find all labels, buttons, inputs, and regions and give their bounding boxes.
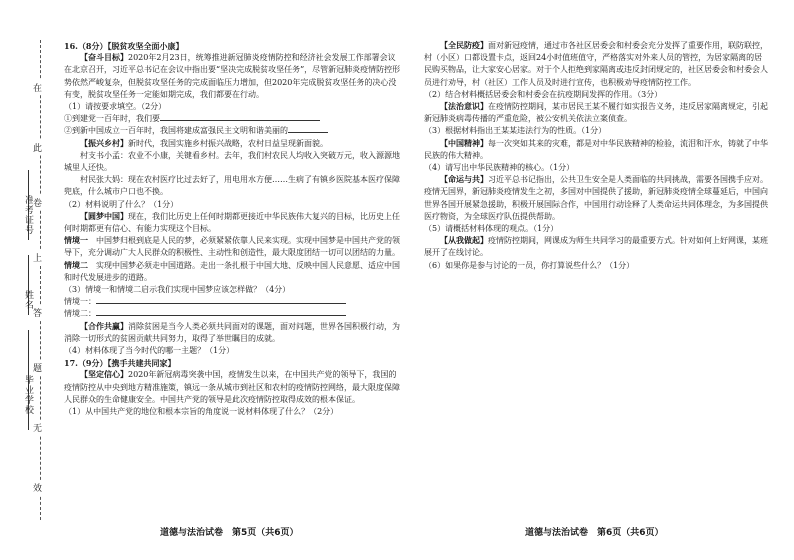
material-rural bbox=[64, 138, 402, 150]
sub-question-17-6: （6）如果你是参与讨论的一员，你打算说些什么？（1分） bbox=[424, 260, 635, 270]
tag-self: 【从我做起】 bbox=[440, 236, 488, 246]
fill-1 bbox=[64, 113, 402, 125]
context-1-text: 中国梦归根到底是人民的梦，必须紧紧依靠人民来实现。实现中国梦是中国共产党的领导下，充分调动广大人民群众的积极性、主动性和创造性，最大限度团结一切可以团结的力量。 bbox=[64, 236, 400, 258]
tag-spirit: 【中国精神】 bbox=[440, 138, 488, 148]
question-17-head: 17.（9分）【携手共建共同家】 bbox=[64, 358, 176, 369]
exam-id-label: 准考证号 bbox=[23, 195, 33, 235]
context-1-label: 情境一 bbox=[64, 236, 88, 246]
seal-char: 效 bbox=[33, 480, 42, 495]
tag-confidence: 【坚定信心】 bbox=[80, 370, 128, 380]
question-16-head: 16.（8分）【脱贫攻坚全面小康】 bbox=[64, 41, 184, 51]
material-goal bbox=[64, 52, 402, 101]
material-law-text: 在疫情防控期间，某市居民王某不履行如实报告义务，违反居家隔离规定，引起新冠肺炎病毒传播的严重危险，被公安机关依法立案侦查。 bbox=[424, 102, 768, 124]
answer-blank[interactable] bbox=[288, 132, 328, 133]
material-dream bbox=[64, 211, 402, 235]
seal-char: 答 bbox=[33, 305, 42, 320]
material-spirit-text: 每一次突如其来的灾难，都是对中华民族精神的检验，流泪和汗水，铸就了中华民族的伟大精神。 bbox=[424, 138, 768, 160]
material-self bbox=[424, 235, 769, 259]
fill-2-text: ②到新中国成立一百年时，我国将建成富强民主文明和谐美丽的 bbox=[64, 126, 288, 136]
sub-question-17-1: （1）从中国共产党的地位和根本宗旨的角度说一说材料体现了什么？（2分） bbox=[64, 407, 339, 417]
material-confidence bbox=[64, 369, 402, 406]
material-confidence-text: 2020年新冠病毒突袭中国，疫情发生以来，在中国共产党的领导下，我国的疫情防控从中央到地方精准施策，镇远一条从城市到社区和农村的疫情防控网络，最大限度保障人民群众的生命健康安全。中国共产党的领导是此次疫情防控取得成效的根本保证。 bbox=[64, 370, 400, 404]
tag-rural: 【振兴乡村】 bbox=[80, 138, 128, 148]
tag-cooperation: 【合作共赢】 bbox=[80, 321, 128, 331]
fill-2 bbox=[64, 125, 402, 137]
context-1 bbox=[64, 235, 402, 259]
sub-question-17-2: （2）结合材料概括居委会和村委会在抗疫期间发挥的作用。（3分） bbox=[424, 89, 663, 99]
sub-question-3: （3）情境一和情境二启示我们实现中国梦应该怎样做？（4分） bbox=[64, 285, 291, 295]
tag-dream: 【圆梦中国】 bbox=[80, 211, 128, 221]
context-2-text: 实现中国梦必须走中国道路。走出一条扎根于中国大地、反映中国人民意愿、适应中国和时代发展进步的道路。 bbox=[64, 260, 400, 282]
context-2 bbox=[64, 260, 402, 284]
villager-quote-1: 村支书小孟：农业不小康，关键看乡村。去年，我们村农民人均收入突破万元，收入源源地城里人还快。 bbox=[64, 150, 400, 173]
answer-blank[interactable] bbox=[96, 303, 346, 304]
right-page bbox=[424, 40, 769, 272]
material-goal-text: 2020年2月23日，统筹推进新冠肺炎疫情防控和经济社会发展工作部署会议在北京召开，习近平总书记在会议中指出要“坚决完成脱贫攻坚任务”，尽管新冠肺炎疫情防控形势依然严峻复杂，但脱贫攻坚任务的完成面临压力增加，但2020年完成脱贫攻坚任务的决心没有变，脱贫攻坚任务一定能如期完成，我们都要在行动。 bbox=[64, 53, 401, 99]
material-cooperation bbox=[64, 321, 402, 345]
material-destiny bbox=[424, 174, 769, 223]
binding-margin bbox=[0, 0, 62, 560]
school-label: 毕业学校 bbox=[23, 375, 33, 415]
material-self-text: 疫情防控期间，网课成为师生共同学习的最重要方式。针对如何上好网课，某班展开了在线讨论。 bbox=[424, 236, 768, 258]
left-page bbox=[64, 40, 402, 418]
answer-blank[interactable] bbox=[160, 120, 320, 121]
tag-goal: 【奋斗目标】 bbox=[80, 53, 128, 63]
material-epidemic-text: 面对新冠疫情，通过市各社区居委会和村委会充分发挥了重要作用，联防联控，村（小区）口都设置卡点，返回24小时值班值守，严格落实对外来人员的管控，为居家隔离的居民购买物品，让大家安心居家。对于个人拒绝到家隔离或违反封闭规定的，社区居委会和村委会人员进行劝导，村（社区）工作人员及时进行宣传，也积极劝导疫情防控工作。 bbox=[424, 41, 768, 87]
seal-char: 卷 bbox=[33, 195, 42, 210]
material-dream-text: 现在，我们比历史上任何时期都更接近中华民族伟大复兴的目标，比历史上任何时期都更有信心、有能力实现这个目标。 bbox=[64, 211, 400, 234]
sub-question-2: （2）材料说明了什么？（1分） bbox=[64, 199, 179, 209]
material-rural-text: 新时代，我国实施乡村振兴战略，农村日益呈现新面貌。 bbox=[128, 138, 328, 148]
sub-question-17-3: （3）根据材料指出王某某违法行为的性质。（1分） bbox=[424, 126, 607, 136]
material-spirit bbox=[424, 138, 769, 162]
sub-question-4: （4）材料体现了当今时代的哪一主题？（1分） bbox=[64, 346, 235, 356]
answer-line-2 bbox=[64, 308, 402, 320]
answer-blank[interactable] bbox=[96, 315, 346, 316]
seal-char: 题 bbox=[33, 360, 42, 375]
name-label: 姓名 bbox=[23, 290, 33, 310]
seal-char: 无 bbox=[33, 420, 42, 435]
left-page-footer: 道德与法治试卷 第5页（共6页） bbox=[160, 528, 299, 538]
binding-dash-line bbox=[40, 40, 41, 520]
answer-line-1-label: 情境一： bbox=[64, 297, 96, 307]
sub-question-17-4: （4）请写出中华民族精神的核心。（1分） bbox=[424, 163, 575, 173]
tag-law: 【法治意识】 bbox=[440, 102, 488, 112]
seal-char: 在 bbox=[33, 80, 42, 95]
material-cooperation-text: 消除贫困是当今人类必须共同面对的课题，面对问题，世界各国积极行动，为消除一切形式的贫困贡献共同努力，取得了举世瞩目的成就。 bbox=[64, 321, 400, 343]
fill-1-text: ①到建党一百年时，我们要 bbox=[64, 114, 160, 124]
material-law bbox=[424, 101, 769, 125]
sub-question-1: （1）请按要求填空。（2分） bbox=[64, 102, 167, 112]
sub-question-17-5: （5）请概括材料体现的观点。（1分） bbox=[424, 224, 559, 234]
tag-destiny: 【命运与共】 bbox=[440, 175, 488, 185]
villager-quote-2: 村民张大妈：现在农村医疗比过去好了，用电用水方便……生病了有镇乡医院基本医疗保障兜底，什么城市户口也不换。 bbox=[64, 175, 400, 197]
seal-char: 上 bbox=[33, 250, 42, 265]
material-epidemic bbox=[424, 40, 769, 89]
seal-char: 此 bbox=[33, 140, 42, 155]
material-destiny-text: 习近平总书记指出，公共卫生安全是人类面临的共同挑战，需要各国携手应对。疫情无国界，新冠肺炎疫情发生之初，多国对中国提供了援助，新冠肺炎疫情全球蔓延后，中国向世界各国开展紧急援助，积极开展国际合作，中国用行动诠释了人类命运共同体理念，为多国提供医疗物资，为全球医疗队伍提供帮助。 bbox=[424, 175, 768, 221]
answer-line-1 bbox=[64, 296, 402, 308]
context-2-label: 情境二 bbox=[64, 260, 88, 270]
right-page-footer: 道德与法治试卷 第6页（共6页） bbox=[525, 528, 664, 538]
tag-epidemic: 【全民防疫】 bbox=[440, 41, 488, 50]
answer-line-2-label: 情境二： bbox=[64, 309, 96, 319]
